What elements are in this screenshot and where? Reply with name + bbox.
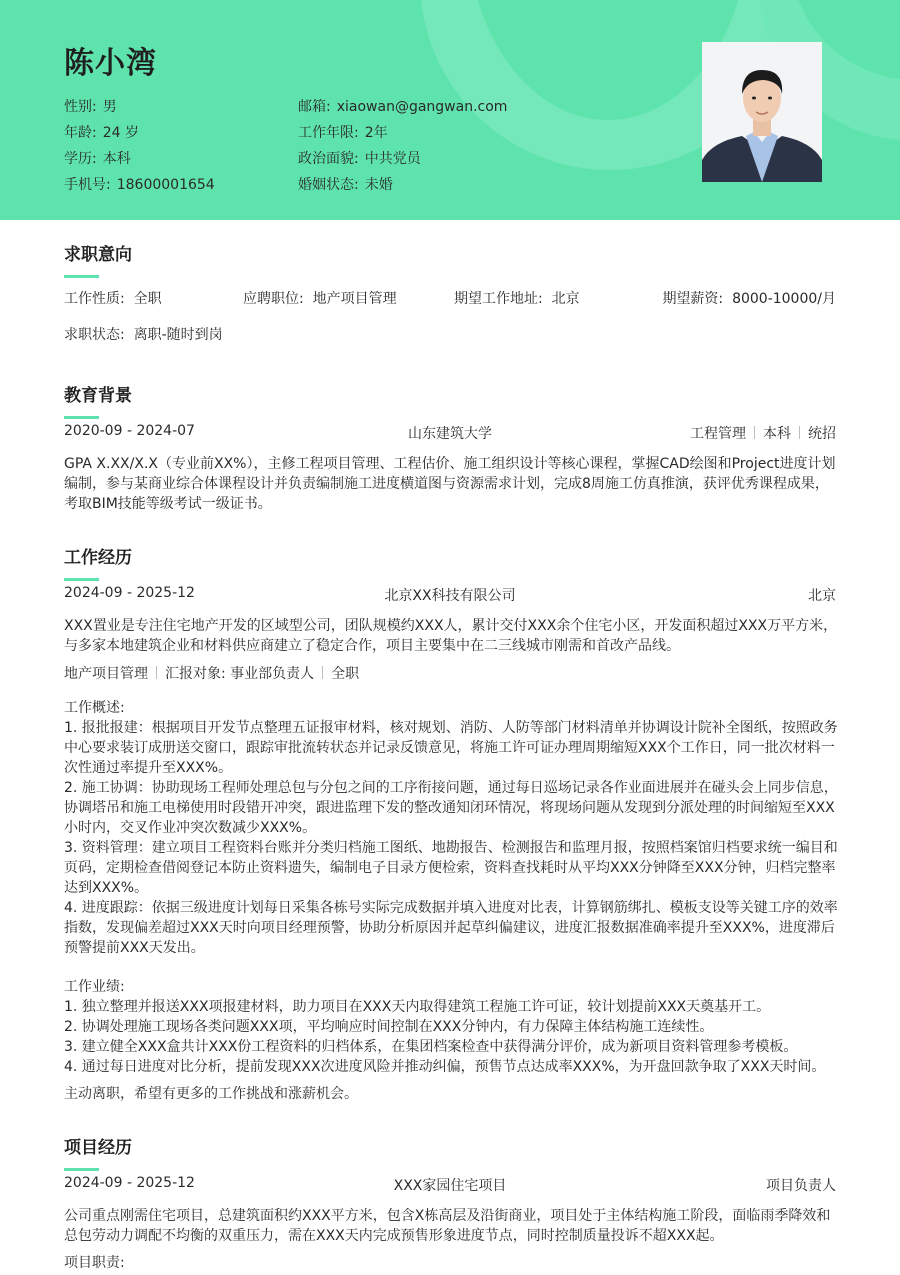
- work-period: 2024-09 - 2025-12: [64, 585, 195, 601]
- education-description: GPA X.XX/X.X（专业前XX%），主修工程项目管理、工程估价、施工组织设计等核心课程，掌握CAD绘图和Project进度计划 编制，参与某商业综合体课程设计并负责编制施工进度横道图与资源需求计划，完成8周施工仿真推演，获评优秀课程成果， 考取BIM技能等级考试一级证书。: [64, 456, 836, 512]
- project-name: XXX家园住宅项目: [393, 1178, 507, 1194]
- title-underline: [64, 275, 99, 278]
- work-city: 北京: [808, 588, 836, 604]
- info-education: 学历: 本科: [64, 151, 131, 167]
- title-underline: [64, 1168, 99, 1171]
- info-politics: 政治面貌: 中共党员: [298, 151, 421, 167]
- education-school: 山东建筑大学: [408, 426, 492, 442]
- work-company-intro: XXX置业是专注住宅地产开发的区域型公司，团队规模约XXX人，累计交付XXX余个住宅小区，开发面积超过XXX万平方米， 与多家本地建筑企业和材料供应商建立了稳定合作，项目主要集中在二三线城市刚需和首改产品线。: [64, 618, 838, 654]
- work-company: 北京XX科技有限公司: [384, 588, 516, 604]
- section-intent: [64, 240, 836, 278]
- work-results: 工作业绩: 1. 独立整理并报送XXX项报建材料，助力项目在XXX天内取得建筑工程施工许可证，较计划提前XXX天奠基开工。 2. 协调处理施工现场各类问题XXX项，平均响应时间控制在XXX分钟内，有力保障主体结构施工连续性。 3. 建立健全XXX盒共计XXX份工程资料的归档体系，在集团档案检查中获得满分评价，成为新项目资料管理参考模板。 4. 通过每日进度对比分析，提前发现XXX次进度风险并推动纠偏，预售节点达成率XXX%，为开盘回款争取了XXX天时间。: [64, 979, 826, 1075]
- project-period: 2024-09 - 2025-12: [64, 1175, 195, 1191]
- header-banner: [0, 0, 900, 220]
- avatar-photo: [702, 42, 822, 182]
- info-age: 年龄: 24 岁: [64, 125, 139, 141]
- person-portrait-icon: [702, 42, 822, 182]
- title-underline: [64, 416, 99, 419]
- title-underline: [64, 578, 99, 581]
- section-title: 工作经历: [64, 548, 132, 568]
- project-duty-label: 项目职责:: [64, 1255, 125, 1271]
- work-leave-reason: 主动离职，希望有更多的工作挑战和涨薪机会。: [64, 1086, 358, 1102]
- project-role: 项目负责人: [766, 1178, 836, 1194]
- section-title: 求职意向: [64, 245, 132, 265]
- candidate-name: 陈小湾: [64, 46, 157, 81]
- education-tags: 工程管理 本科 统招: [690, 426, 836, 442]
- intent-salary: 期望薪资: 8000-10000/月: [662, 291, 836, 307]
- info-phone: 手机号: 18600001654: [64, 177, 215, 193]
- work-report-to: 汇报对象: 事业部负责人: [165, 666, 315, 682]
- work-summary: 工作概述: 1. 报批报建：根据项目开发节点整理五证报审材料，核对规划、消防、人防等部门材料清单并协调设计院补全图纸，按照政务 中心要求装订成册送交窗口，跟踪审批流转状态并记录反馈意见，将施工许可证办理周期缩短XXX个工作日，同一批次材料一 次性通过率提升至XXX%。 2. 施工协调：协助现场工程师处理总包与分包之间的工序衔接问题，通过每日巡场记录各作业面进展并在碰头会上同步信息， 协调塔吊和施工电梯使用时段错开冲突，跟进监理下发的整改通知闭环情况，将现场问题从发现到分派处理的时间缩短至XXX 小时内，交叉作业冲突次数减少XXX%。 3. 资料管理：建立项目工程资料台账并分类归档施工图纸、地勘报告、检测报告和监理月报，按照档案馆归档要求统一编目和 页码，定期检查借阅登记本防止资料遗失，编制电子目录方便检索，资料查找耗时从平均XXX分钟降至XXX分钟，归档完整率 达到XXX%。 4. 进度跟踪：依据三级进度计划每日采集各栋号实际完成数据并填入进度对比表，计算钢筋绑扎、模板支设等关键工序的效率 指数，发现偏差超过XXX天时向项目经理预警，协助分析原因并起草纠偏建议，进度汇报数据准确率提升至XXX%，进度滞后 预警提前XXX天发出。: [64, 700, 838, 956]
- section-title: 项目经历: [64, 1138, 132, 1158]
- info-years: 工作年限: 2年: [298, 125, 388, 141]
- info-email: 邮箱: xiaowan@gangwan.com: [298, 99, 508, 115]
- section-project: [64, 1133, 836, 1171]
- section-education: [64, 381, 836, 419]
- intent-position: 应聘职位: 地产项目管理: [243, 291, 397, 307]
- project-description: 公司重点刚需住宅项目，总建筑面积约XXX平方米，包含X栋高层及沿街商业，项目处于主体结构施工阶段，面临雨季降效和 总包劳动力调配不均衡的双重压力，需在XXX天内完成预售形象进度节点，同时控制质量投诉不超XXX起。: [64, 1208, 831, 1244]
- intent-status: 求职状态: 离职-随时到岗: [64, 327, 223, 343]
- section-title: 教育背景: [64, 386, 132, 406]
- work-kind: 全职: [331, 666, 360, 682]
- intent-location: 期望工作地址: 北京: [454, 291, 580, 307]
- info-gender: 性别: 男: [64, 99, 117, 115]
- intent-job-type: 工作性质: 全职: [64, 291, 162, 307]
- info-marital: 婚姻状态: 未婚: [298, 177, 393, 193]
- work-role: 地产项目管理: [64, 666, 148, 682]
- section-work: [64, 543, 836, 581]
- education-period: 2020-09 - 2024-07: [64, 423, 195, 439]
